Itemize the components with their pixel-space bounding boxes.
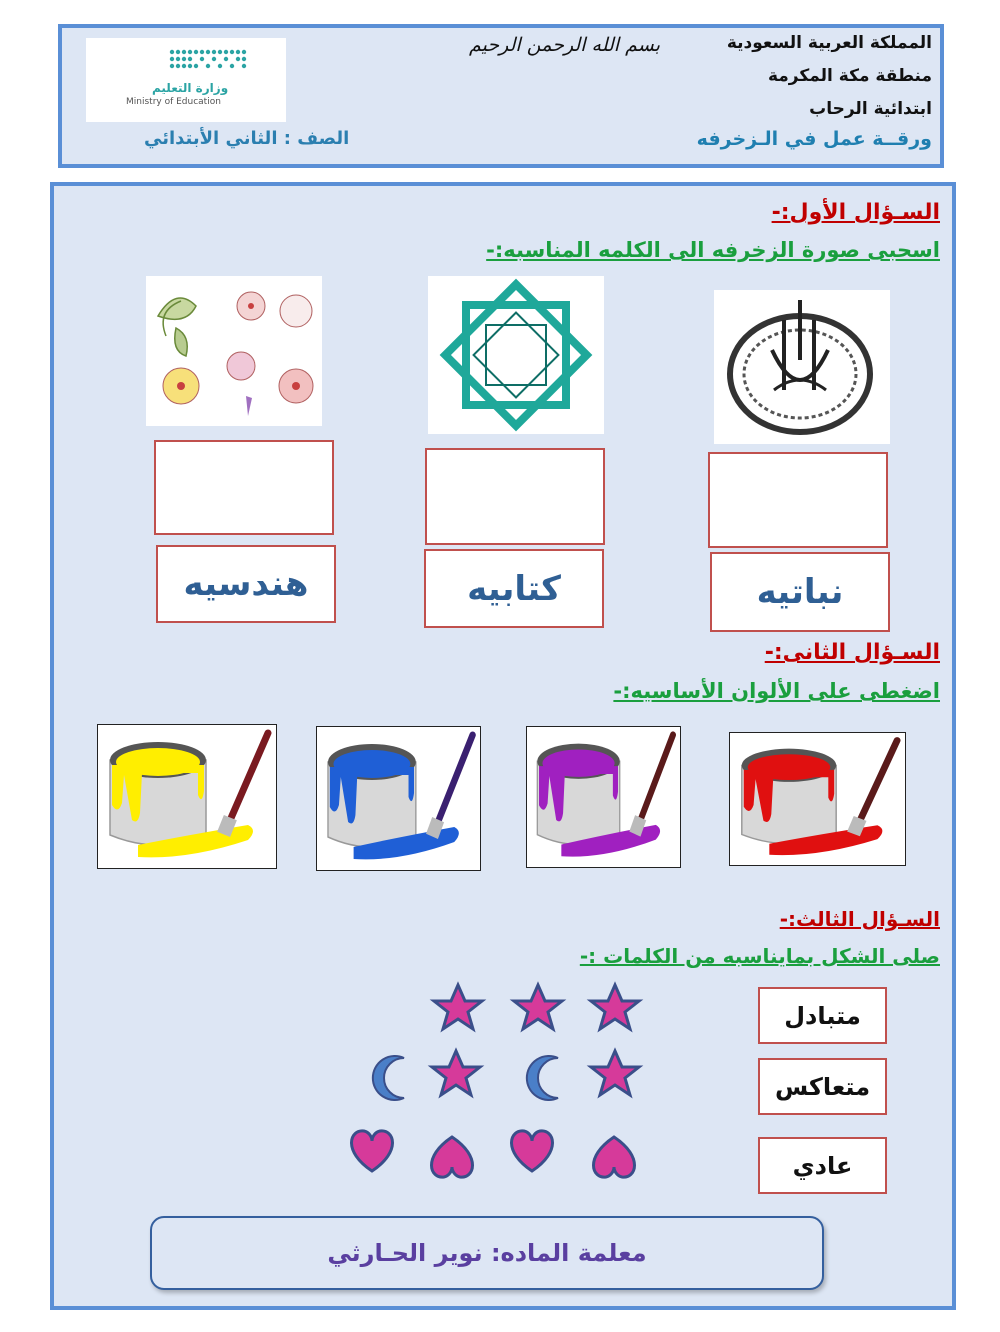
header-worksheet-title: ورقــة عمل في الـزخرفه (696, 128, 932, 150)
word-geometric[interactable]: هندسيه (156, 545, 336, 623)
q1-title: السـؤال الأول:- (771, 200, 940, 225)
word-alternating[interactable]: متبادل (758, 987, 887, 1044)
header-kingdom: المملكة العربية السعودية (726, 33, 932, 53)
header-region: منطقة مكة المكرمة (767, 66, 932, 86)
geometric-ornament-image[interactable] (428, 276, 604, 434)
star-icon (514, 985, 562, 1029)
drop-box-2[interactable] (425, 448, 605, 545)
moon-icon (527, 1056, 558, 1100)
heart-row (352, 1131, 635, 1177)
header-basmala: بسم الله الرحمن الرحيم (469, 34, 660, 56)
drop-box-3[interactable] (708, 452, 888, 548)
star-icon (432, 1051, 480, 1095)
heart-icon (352, 1131, 393, 1171)
star-icon (591, 1051, 639, 1095)
header-grade: الصف : الثاني الأبتدائي (144, 128, 350, 149)
paint-purple-option[interactable] (526, 726, 681, 868)
heart-icon (432, 1137, 473, 1177)
moon-star-row (373, 1051, 639, 1100)
q1-instruction: اسحبى صورة الزخرفه الى الكلمه المناسبه:- (486, 238, 940, 262)
shape-rows (340, 975, 660, 1195)
word-calligraphic[interactable]: كتابيه (424, 549, 604, 628)
word-regular[interactable]: عادي (758, 1137, 887, 1194)
star-icon (434, 985, 482, 1029)
word-floral[interactable]: نباتيه (710, 552, 890, 632)
q2-title: السـؤال الثانى:- (764, 640, 940, 665)
star-icon (591, 985, 639, 1029)
ministry-logo (86, 38, 286, 122)
floral-ornament-image[interactable] (146, 276, 322, 426)
q2-instruction: اضغطى على الألوان الأساسيه:- (613, 679, 940, 703)
paint-red-option[interactable] (729, 732, 906, 866)
moon-icon (373, 1056, 404, 1100)
paint-yellow-option[interactable] (97, 724, 277, 869)
calligraphy-ornament-image[interactable] (714, 290, 890, 444)
logo-english-text: Ministry of Education (126, 97, 221, 107)
drop-box-1[interactable] (154, 440, 334, 535)
teacher-name: معلمة الماده: نوير الحـارثي (327, 1239, 647, 1267)
word-reversed[interactable]: متعاكس (758, 1058, 887, 1115)
q3-instruction: صلى الشكل بمايناسبه من الكلمات :- (579, 944, 940, 968)
logo-arabic-text: وزارة التعليم (152, 81, 229, 95)
star-row (434, 985, 639, 1029)
paint-blue-option[interactable] (316, 726, 481, 871)
teacher-footer (150, 1216, 824, 1290)
heart-icon (594, 1137, 635, 1177)
header-school: ابتدائية الرحاب (809, 99, 932, 119)
heart-icon (512, 1131, 553, 1171)
q3-title: السـؤال الثالث:- (779, 907, 940, 931)
